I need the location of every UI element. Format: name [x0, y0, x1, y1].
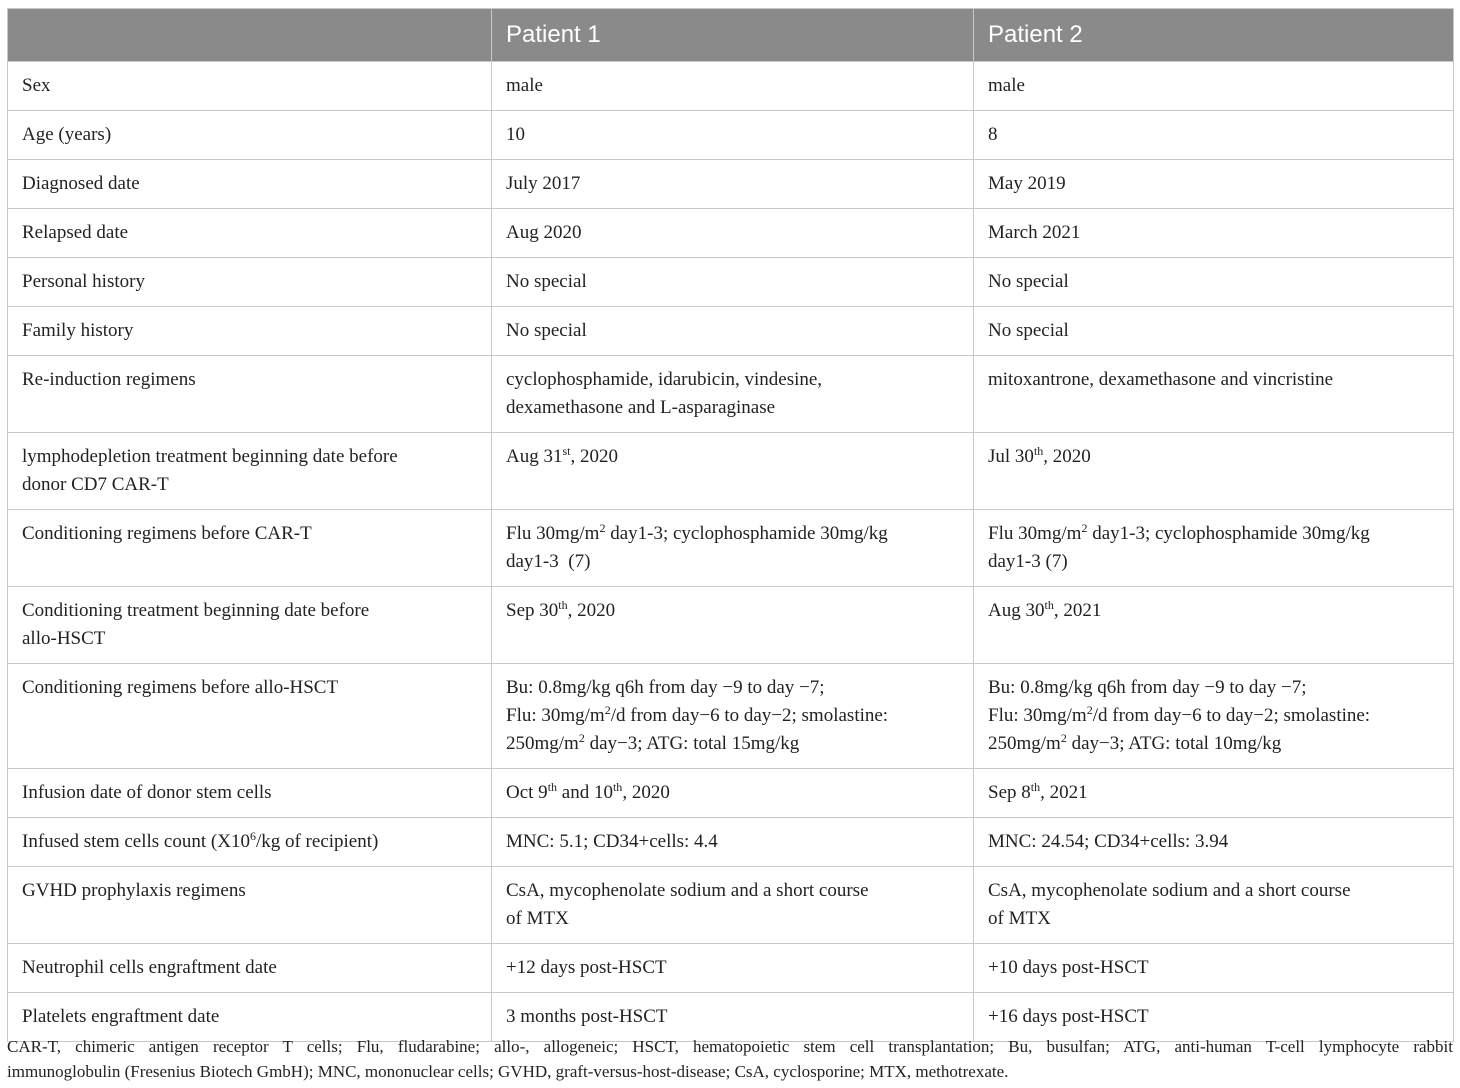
- table-row: [8, 209, 1454, 258]
- table-row: [8, 433, 1454, 510]
- row-label-cell: Relapsed date: [8, 209, 492, 258]
- table-footnote: [7, 1034, 1453, 1084]
- patient-2-cell: mitoxantrone, dexamethasone and vincristine: [974, 356, 1454, 433]
- row-label-cell: Platelets engraftment date: [8, 993, 492, 1042]
- row-label-cell: Neutrophil cells engraftment date: [8, 944, 492, 993]
- header-cell-patient-1: Patient 1: [492, 9, 974, 62]
- table-header-row: [8, 9, 1454, 62]
- patient-2-cell: CsA, mycophenolate sodium and a short course of MTX: [974, 867, 1454, 944]
- table-row: [8, 818, 1454, 867]
- patient-2-cell: No special: [974, 258, 1454, 307]
- row-label-cell: Conditioning treatment beginning date before allo-HSCT: [8, 587, 492, 664]
- row-label-cell: Re-induction regimens: [8, 356, 492, 433]
- patient-1-cell: Flu $30mg/m^2$ day1-3; cyclophosphamide 30mg/kg day1-3 (7): [492, 510, 974, 587]
- row-label-cell: Conditioning regimens before CAR-T: [8, 510, 492, 587]
- table-row: [8, 664, 1454, 769]
- header-cell-empty: [8, 9, 492, 62]
- table-row: [8, 258, 1454, 307]
- table-row: [8, 587, 1454, 664]
- patient-2-cell: 8: [974, 111, 1454, 160]
- patient-1-cell: CsA, mycophenolate sodium and a short course of MTX: [492, 867, 974, 944]
- patient-2-cell: Flu $30mg/m^2$ day1-3; cyclophosphamide 30mg/kg day1-3 (7): [974, 510, 1454, 587]
- row-label-cell: Age (years): [8, 111, 492, 160]
- patient-1-cell: MNC: 5.1; CD34+cells: 4.4: [492, 818, 974, 867]
- row-label-cell: Infusion date of donor stem cells: [8, 769, 492, 818]
- patient-1-cell: 10: [492, 111, 974, 160]
- patient-2-cell: MNC: 24.54; CD34+cells: 3.94: [974, 818, 1454, 867]
- patient-2-cell: No special: [974, 307, 1454, 356]
- table-row: [8, 510, 1454, 587]
- patient-1-cell: Oct 9th and 10th, 2020: [492, 769, 974, 818]
- table-row: [8, 769, 1454, 818]
- patient-1-cell: Bu: 0.8mg/kg q6h from day −9 to day −7; Flu: $30mg/m^2/d$ from day−6 to day−2; smolastine: $250mg/m^2$ day−3; ATG: total 15mg/kg: [492, 664, 974, 769]
- header-cell-patient-2: Patient 2: [974, 9, 1454, 62]
- patient-1-cell: No special: [492, 307, 974, 356]
- patient-1-cell: cyclophosphamide, idarubicin, vindesine, dexamethasone and L-asparaginase: [492, 356, 974, 433]
- footnote-line-1: CAR-T, chimeric antigen receptor T cells; Flu, fludarabine; allo-, allogeneic; HSCT, hematopoietic stem cell transplantation; Bu, busulfan; ATG, anti-human T-cell lymphocyte rabbit: [7, 1037, 1453, 1056]
- footnote-line-2: immunoglobulin (Fresenius Biotech GmbH); MNC, mononuclear cells; GVHD, graft-versus-host-disease; CsA, cyclosporine; MTX, methotrexate.: [7, 1062, 1009, 1081]
- patient-2-cell: Bu: 0.8mg/kg q6h from day −9 to day −7; Flu: $30mg/m^2/d$ from day−6 to day−2; smolastine: $250mg/m^2$ day−3; ATG: total 10mg/kg: [974, 664, 1454, 769]
- patient-1-cell: male: [492, 62, 974, 111]
- patient-1-cell: Sep 30th, 2020: [492, 587, 974, 664]
- patient-2-cell: March 2021: [974, 209, 1454, 258]
- table-row: [8, 111, 1454, 160]
- row-label-cell: Diagnosed date: [8, 160, 492, 209]
- row-label-cell: lymphodepletion treatment beginning date before donor CD7 CAR-T: [8, 433, 492, 510]
- patient-1-cell: July 2017: [492, 160, 974, 209]
- patient-table: [7, 8, 1454, 1042]
- table-row: [8, 62, 1454, 111]
- table-row: [8, 867, 1454, 944]
- patient-2-cell: Sep 8th, 2021: [974, 769, 1454, 818]
- patient-1-cell: No special: [492, 258, 974, 307]
- row-label-cell: Conditioning regimens before allo-HSCT: [8, 664, 492, 769]
- table-row: [8, 944, 1454, 993]
- table-body: [8, 62, 1454, 1042]
- table-row: [8, 160, 1454, 209]
- patient-1-cell: Aug 2020: [492, 209, 974, 258]
- row-label-cell: Family history: [8, 307, 492, 356]
- patient-2-cell: +10 days post-HSCT: [974, 944, 1454, 993]
- patient-1-cell: 3 months post-HSCT: [492, 993, 974, 1042]
- table-row: [8, 356, 1454, 433]
- patient-table-container: [7, 8, 1453, 1042]
- row-label-cell: Infused stem cells count ($X10^6/kg$ of recipient): [8, 818, 492, 867]
- row-label-cell: Personal history: [8, 258, 492, 307]
- patient-2-cell: Aug 30th, 2021: [974, 587, 1454, 664]
- patient-2-cell: +16 days post-HSCT: [974, 993, 1454, 1042]
- patient-2-cell: May 2019: [974, 160, 1454, 209]
- table-row: [8, 307, 1454, 356]
- patient-2-cell: Jul 30th, 2020: [974, 433, 1454, 510]
- patient-1-cell: Aug 31st, 2020: [492, 433, 974, 510]
- patient-2-cell: male: [974, 62, 1454, 111]
- row-label-cell: GVHD prophylaxis regimens: [8, 867, 492, 944]
- row-label-cell: Sex: [8, 62, 492, 111]
- patient-1-cell: +12 days post-HSCT: [492, 944, 974, 993]
